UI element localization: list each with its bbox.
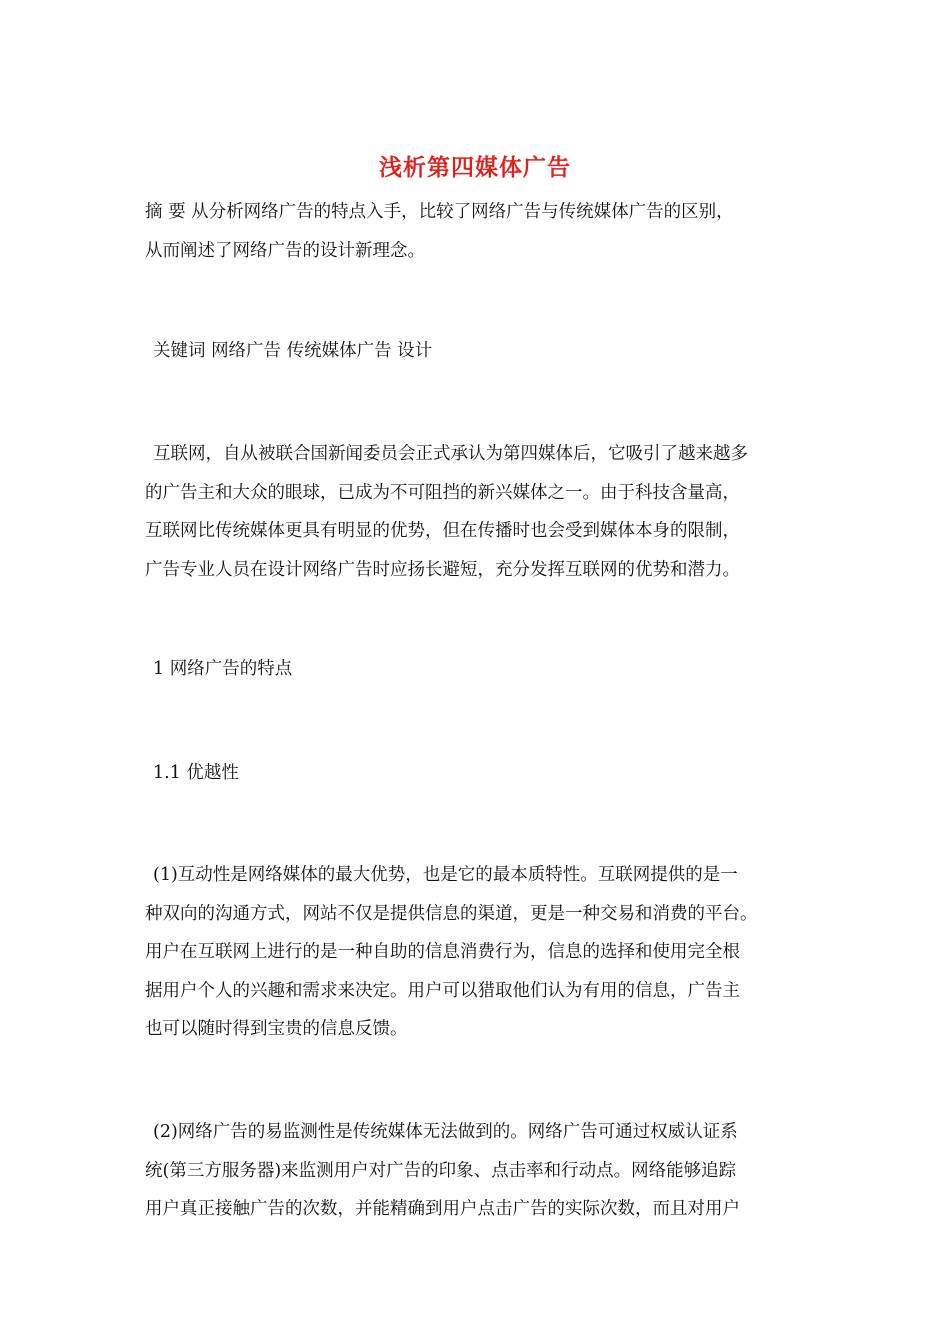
paragraph-line: 互联网，自从被联合国新闻委员会正式承认为第四媒体后，它吸引了越来越多 — [153, 444, 748, 464]
section-1-heading: 1 网络广告的特点 — [153, 659, 293, 679]
paragraph-1 — [145, 856, 805, 1049]
paragraph-line: 统(第三方服务器)来监测用户对广告的印象、点击率和行动点。网络能够追踪 — [145, 1160, 737, 1181]
paragraph-line: 种双向的沟通方式，网站不仅是提供信息的渠道，更是一种交易和消费的平台。 — [145, 903, 758, 924]
abstract-line: 摘 要 从分析网络广告的特点入手，比较了网络广告与传统媒体广告的区别， — [145, 202, 734, 222]
paragraph-line: 用户在互联网上进行的是一种自助的信息消费行为，信息的选择和使用完全根 — [145, 942, 740, 962]
keywords-line: 关键词 网络广告 传统媒体广告 设计 — [153, 341, 433, 361]
intro-paragraph — [145, 435, 805, 589]
paragraph-line: 用户真正接触广告的次数，并能精确到用户点击广告的实际次数，而且对用户 — [145, 1199, 740, 1219]
paragraph-line: 也可以随时得到宝贵的信息反馈。 — [145, 1019, 408, 1039]
paragraph-line: 广告专业人员在设计网络广告时应扬长避短，充分发挥互联网的优势和潜力。 — [145, 559, 740, 580]
paragraph-line: 据用户个人的兴趣和需求来决定。用户可以猎取他们认为有用的信息，广告主 — [145, 980, 740, 1001]
keywords — [145, 332, 813, 371]
section-1-1-heading: 1.1 优越性 — [153, 763, 239, 783]
paragraph-line: 互联网比传统媒体更具有明显的优势，但在传播时也会受到媒体本身的限制， — [145, 521, 740, 541]
paragraph-line: 的广告主和大众的眼球，已成为不可阻挡的新兴媒体之一。由于科技含量高， — [145, 482, 740, 503]
subsection-heading — [145, 754, 813, 793]
paragraph-line: (1)互动性是网络媒体的最大优势，也是它的最本质特性。互联网提供的是一 — [153, 865, 738, 885]
document-title: 浅析第四媒体广告 — [379, 154, 571, 181]
abstract-line: 从而阐述了网络广告的设计新理念。 — [145, 240, 425, 261]
paragraph-2 — [145, 1113, 805, 1229]
paragraph-line: (2)网络广告的易监测性是传统媒体无法做到的。网络广告可通过权威认证系 — [153, 1122, 738, 1142]
section-heading — [145, 650, 813, 689]
abstract — [145, 193, 805, 270]
